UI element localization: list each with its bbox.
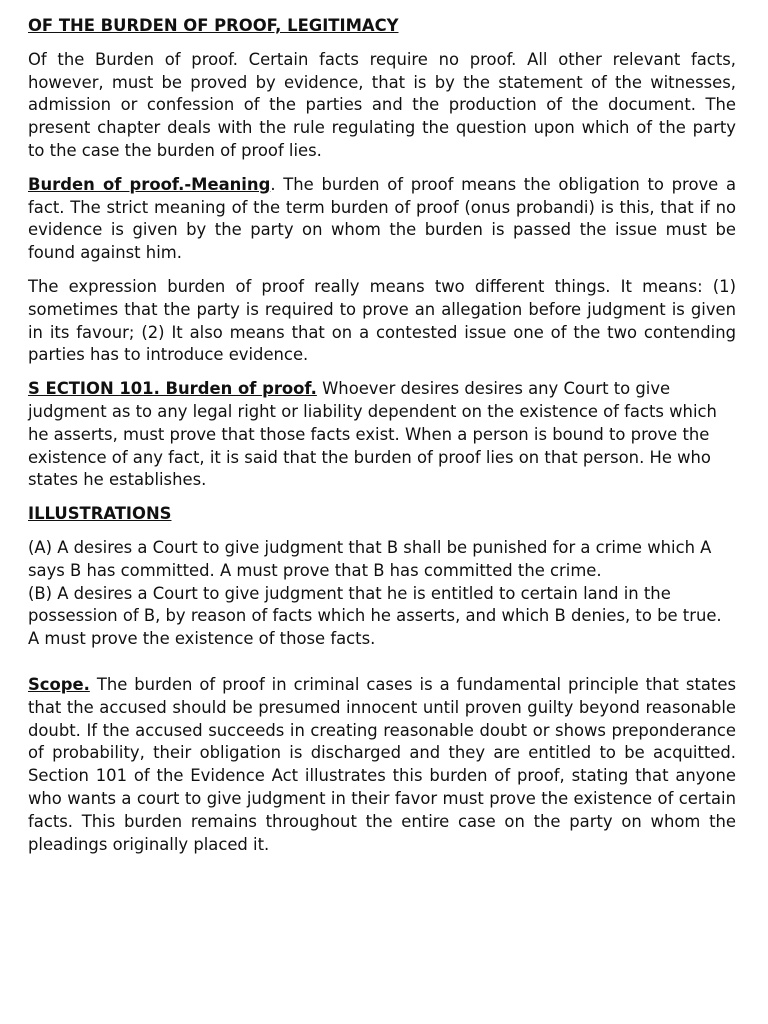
meaning-paragraph [28, 174, 736, 265]
illustrations-heading: ILLUSTRATIONS [28, 504, 172, 524]
section-101-paragraph [28, 378, 736, 492]
scope-lead: Scope. [28, 674, 90, 694]
illustration-b: (B) A desires a Court to give judgment that he is entitled to certain land in the possession of B, by reason of facts which he asserts, and which B denies, to be true. A must prove the existence of those facts. [28, 583, 722, 649]
intro-paragraph: Of the Burden of proof. Certain facts require no proof. All other relevant facts, however, must be proved by evidence, that is by the statement of the witnesses, admission or confession of the parties and the production of the document. The present chapter deals with the rule regulating the question upon which of the party to the case the burden of proof lies. [28, 49, 736, 160]
scope-text: The burden of proof in criminal cases is a fundamental principle that states that the accused should be presumed innocent until proven guilty beyond reasonable doubt. If the accused succeeds in creating reasonable doubt or shows preponderance of probability, their obligation is discharged and they are entitled to be acquitted. Section 101 of the Evidence Act illustrates this burden of proof, stating that anyone who wants a court to give judgment in their favor must prove the existence of certain facts. This burden remains throughout the entire case on the party on whom the pleadings originally placed it. [28, 674, 736, 854]
meaning-lead: Burden of proof.-Meaning [28, 174, 271, 194]
expression-paragraph: The expression burden of proof really means two different things. It means: (1) sometimes that the party is required to prove an allegation before judgment is given in its favour; (2) It also means that on a contested issue one of the two contending parties has to introduce evidence. [28, 276, 736, 365]
document-title: OF THE BURDEN OF PROOF, LEGITIMACY [28, 16, 399, 35]
document-page [28, 15, 736, 867]
meaning-text: . The burden of proof means the obligation to prove a fact. The strict meaning of the term burden of proof (onus probandi) is this, that if no evidence is given by the party on whom the burden is passed the issue must be found against him. [28, 174, 737, 263]
illustrations-block [28, 537, 736, 651]
scope-paragraph [28, 674, 736, 856]
section-101-lead: S ECTION 101. Burden of proof. [28, 379, 317, 399]
illustration-a: (A) A desires a Court to give judgment that B shall be punished for a crime which A says B has committed. A must prove that B has committed the crime. [28, 537, 712, 580]
section-101-text: Whoever desires desires any Court to give judgment as to any legal right or liability dependent on the existence of facts which he asserts, must prove that those facts exist. When a person is bound to prove the existence of any fact, it is said that the burden of proof lies on that person. He who states he establishes. [28, 379, 717, 490]
spacer [28, 651, 736, 674]
